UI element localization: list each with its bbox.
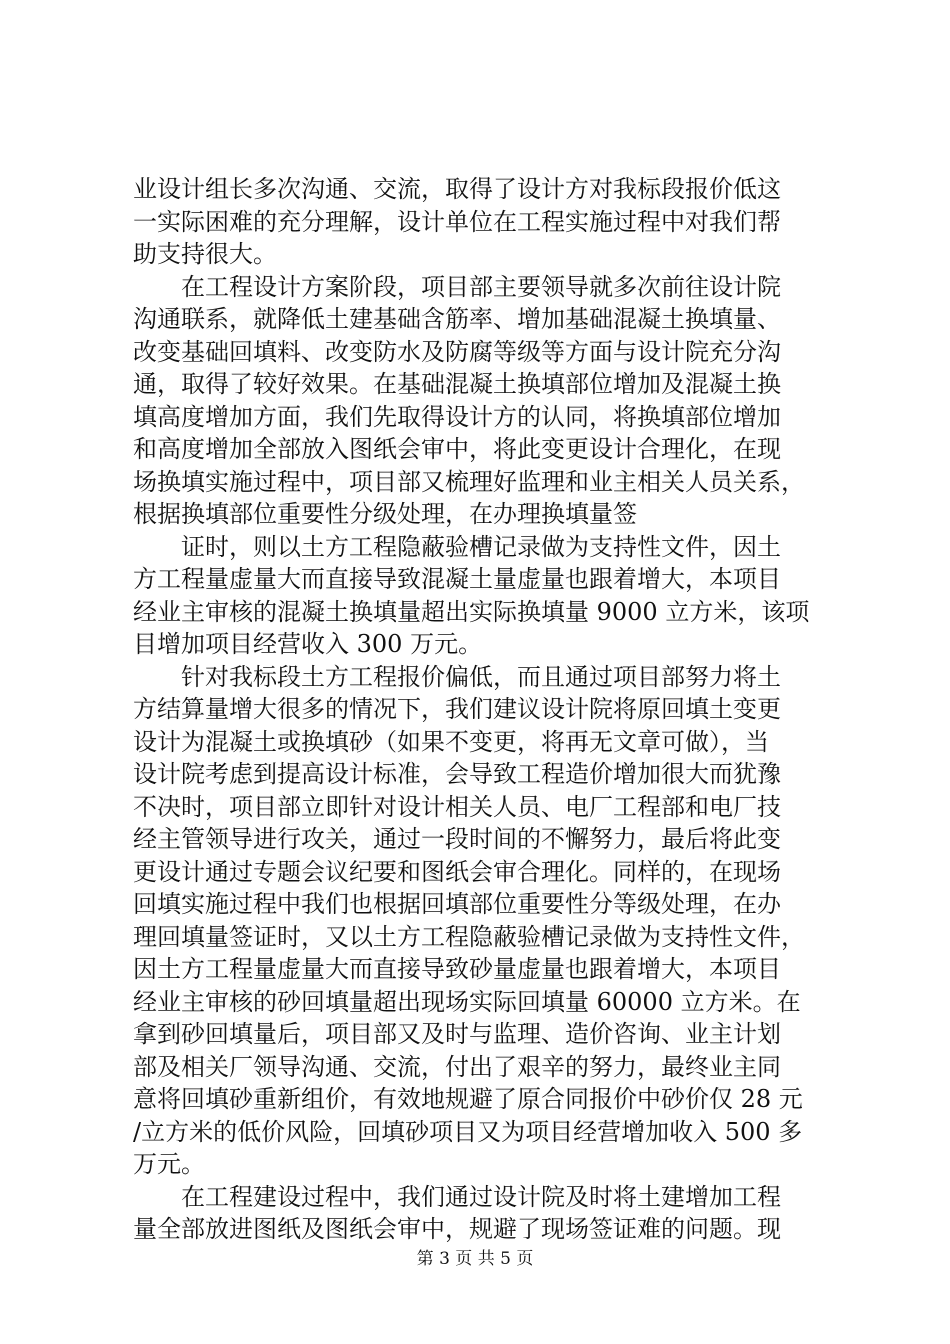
text-line: 意将回填砂重新组价，有效地规避了原合同报价中砂价仅 28 元 bbox=[133, 1085, 803, 1113]
text-line: 业设计组长多次沟通、交流，取得了设计方对我标段报价低这 bbox=[133, 175, 781, 203]
text-line: 方工程量虚量大而直接导致混凝土量虚量也跟着增大，本项目 bbox=[133, 565, 781, 593]
text-line: 量全部放进图纸及图纸会审中，规避了现场签证难的问题。现 bbox=[133, 1215, 781, 1243]
paragraph bbox=[133, 661, 833, 1181]
text-line: 场换填实施过程中，项目部又梳理好监理和业主相关人员关系， bbox=[133, 467, 805, 496]
text-line: 助支持很大。 bbox=[133, 240, 277, 268]
text-line: 改变基础回填料、改变防水及防腐等级等方面与设计院充分沟 bbox=[133, 337, 781, 366]
text-line: 因土方工程量虚量大而直接导致砂量虚量也跟着增大，本项目 bbox=[133, 955, 781, 983]
page-footer: 第 3 页 共 5 页 bbox=[416, 1249, 534, 1269]
text-line: 证时，则以土方工程隐蔽验槽记录做为支持性文件，因土 bbox=[181, 532, 781, 561]
text-line: 一实际困难的充分理解，设计单位在工程实施过程中对我们帮 bbox=[133, 207, 781, 236]
text-line: /立方米的低价风险，回填砂项目又为项目经营增加收入 500 多 bbox=[133, 1117, 803, 1146]
text-line: 经业主审核的混凝土换填量超出实际换填量 9000 立方米，该项 bbox=[133, 597, 810, 626]
text-line: 沟通联系，就降低土建基础含筋率、增加基础混凝土换填量、 bbox=[133, 305, 781, 333]
text-line: 和高度增加全部放入图纸会审中，将此变更设计合理化，在现 bbox=[133, 435, 781, 463]
paragraph bbox=[133, 173, 833, 271]
text-line: 根据换填部位重要性分级处理，在办理换填量签 bbox=[133, 500, 637, 528]
text-line: 在工程建设过程中，我们通过设计院及时将土建增加工程 bbox=[181, 1182, 781, 1211]
text-line: 设计为混凝土或换填砂（如果不变更，将再无文章可做），当 bbox=[133, 727, 769, 756]
text-line: 万元。 bbox=[133, 1150, 205, 1178]
document-body bbox=[133, 173, 833, 1246]
text-line: 理回填量签证时，又以土方工程隐蔽验槽记录做为支持性文件， bbox=[133, 922, 805, 951]
text-line: 填高度增加方面，我们先取得设计方的认同，将换填部位增加 bbox=[133, 402, 781, 431]
text-line: 设计院考虑到提高设计标准，会导致工程造价增加很大而犹豫 bbox=[133, 760, 781, 788]
text-line: 在工程设计方案阶段，项目部主要领导就多次前往设计院 bbox=[181, 272, 781, 301]
text-line: 针对我标段土方工程报价偏低，而且通过项目部努力将土 bbox=[181, 662, 781, 691]
text-line: 拿到砂回填量后，项目部又及时与监理、造价咨询、业主计划 bbox=[133, 1020, 781, 1048]
text-line: 部及相关厂领导沟通、交流，付出了艰辛的努力，最终业主同 bbox=[133, 1052, 781, 1081]
text-line: 回填实施过程中我们也根据回填部位重要性分等级处理，在办 bbox=[133, 890, 781, 918]
text-line: 目增加项目经营收入 300 万元。 bbox=[133, 630, 483, 658]
text-line: 经主管领导进行攻关，通过一段时间的不懈努力，最后将此变 bbox=[133, 825, 781, 853]
text-line: 方结算量增大很多的情况下，我们建议设计院将原回填土变更 bbox=[133, 695, 781, 723]
text-line: 不决时，项目部立即针对设计相关人员、电厂工程部和电厂技 bbox=[133, 792, 781, 821]
paragraph bbox=[133, 271, 833, 531]
paragraph bbox=[133, 531, 833, 661]
text-line: 更设计通过专题会议纪要和图纸会审合理化。同样的，在现场 bbox=[133, 857, 781, 886]
text-line: 通，取得了较好效果。在基础混凝土换填部位增加及混凝土换 bbox=[133, 370, 781, 398]
paragraph bbox=[133, 1181, 833, 1246]
text-line: 经业主审核的砂回填量超出现场实际回填量 60000 立方米。在 bbox=[133, 987, 801, 1016]
